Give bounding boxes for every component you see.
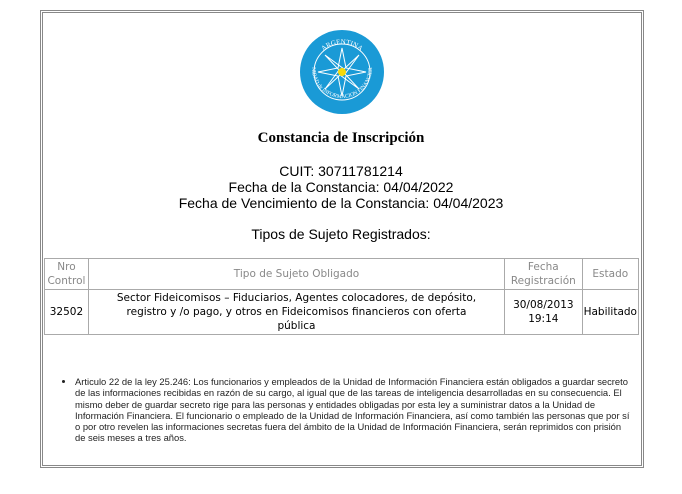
svg-text:ARGENTINA: ARGENTINA <box>319 37 365 53</box>
cell-tipo: Sector Fideicomisos – Fiduciarios, Agentes colocadores, de depósito, registro y /o pago, y otros en Fideicomisos financieros con oferta pública <box>88 290 504 335</box>
header-fecha: Fecha Registración <box>505 259 583 290</box>
page-title: Constancia de Inscripción <box>257 130 425 146</box>
fecha-constancia: Fecha de la Constancia: 04/04/2022 <box>228 179 454 195</box>
header-tipo: Tipo de Sujeto Obligado <box>88 259 504 290</box>
header-estado: Estado <box>582 259 638 290</box>
table-row <box>45 290 639 335</box>
uif-logo-seal <box>300 30 384 114</box>
legal-note <box>64 376 634 444</box>
svg-text:UNIDAD de INFORMACION FINANCIE: NIDAD de INFORMACION FINANCIER <box>309 67 375 101</box>
table-header-row <box>45 259 639 290</box>
legal-note-item: • Articulo 22 de la ley 25.246: Los funcionarios y empleados de la Unidad de Información Financiera están obligados a guardar secreto de las informaciones recibidas en razón de su cargo, al igual que de las tareas de inteligencia desarrolladas en su consecuencia. El mismo deber de guardar secreto rige para las personas y entidades obligadas por esta ley a suministrar datos a la Unidad de Información Financiera. El funcionario o empleado de la Unidad de Información Financiera, así como también las personas que por sí o por otro revelen las informaciones secretas fuera del ámbito de la Unidad de Información Financiera, serán reprimidos con prisión de seis meses a tres años. <box>75 376 634 444</box>
fecha-vencimiento: Fecha de Vencimiento de la Constancia: 04/04/2023 <box>178 195 504 211</box>
sujetos-table <box>44 258 639 335</box>
cell-nro-control: 32502 <box>45 290 89 335</box>
tipos-heading: Tipos de Sujeto Registrados: <box>251 226 431 242</box>
cuit: CUIT: 30711781214 <box>279 163 403 179</box>
cell-estado: Habilitado <box>582 290 638 335</box>
header-nro-control: Nro Control <box>45 259 89 290</box>
cell-fecha: 30/08/2013 19:14 <box>505 290 583 335</box>
